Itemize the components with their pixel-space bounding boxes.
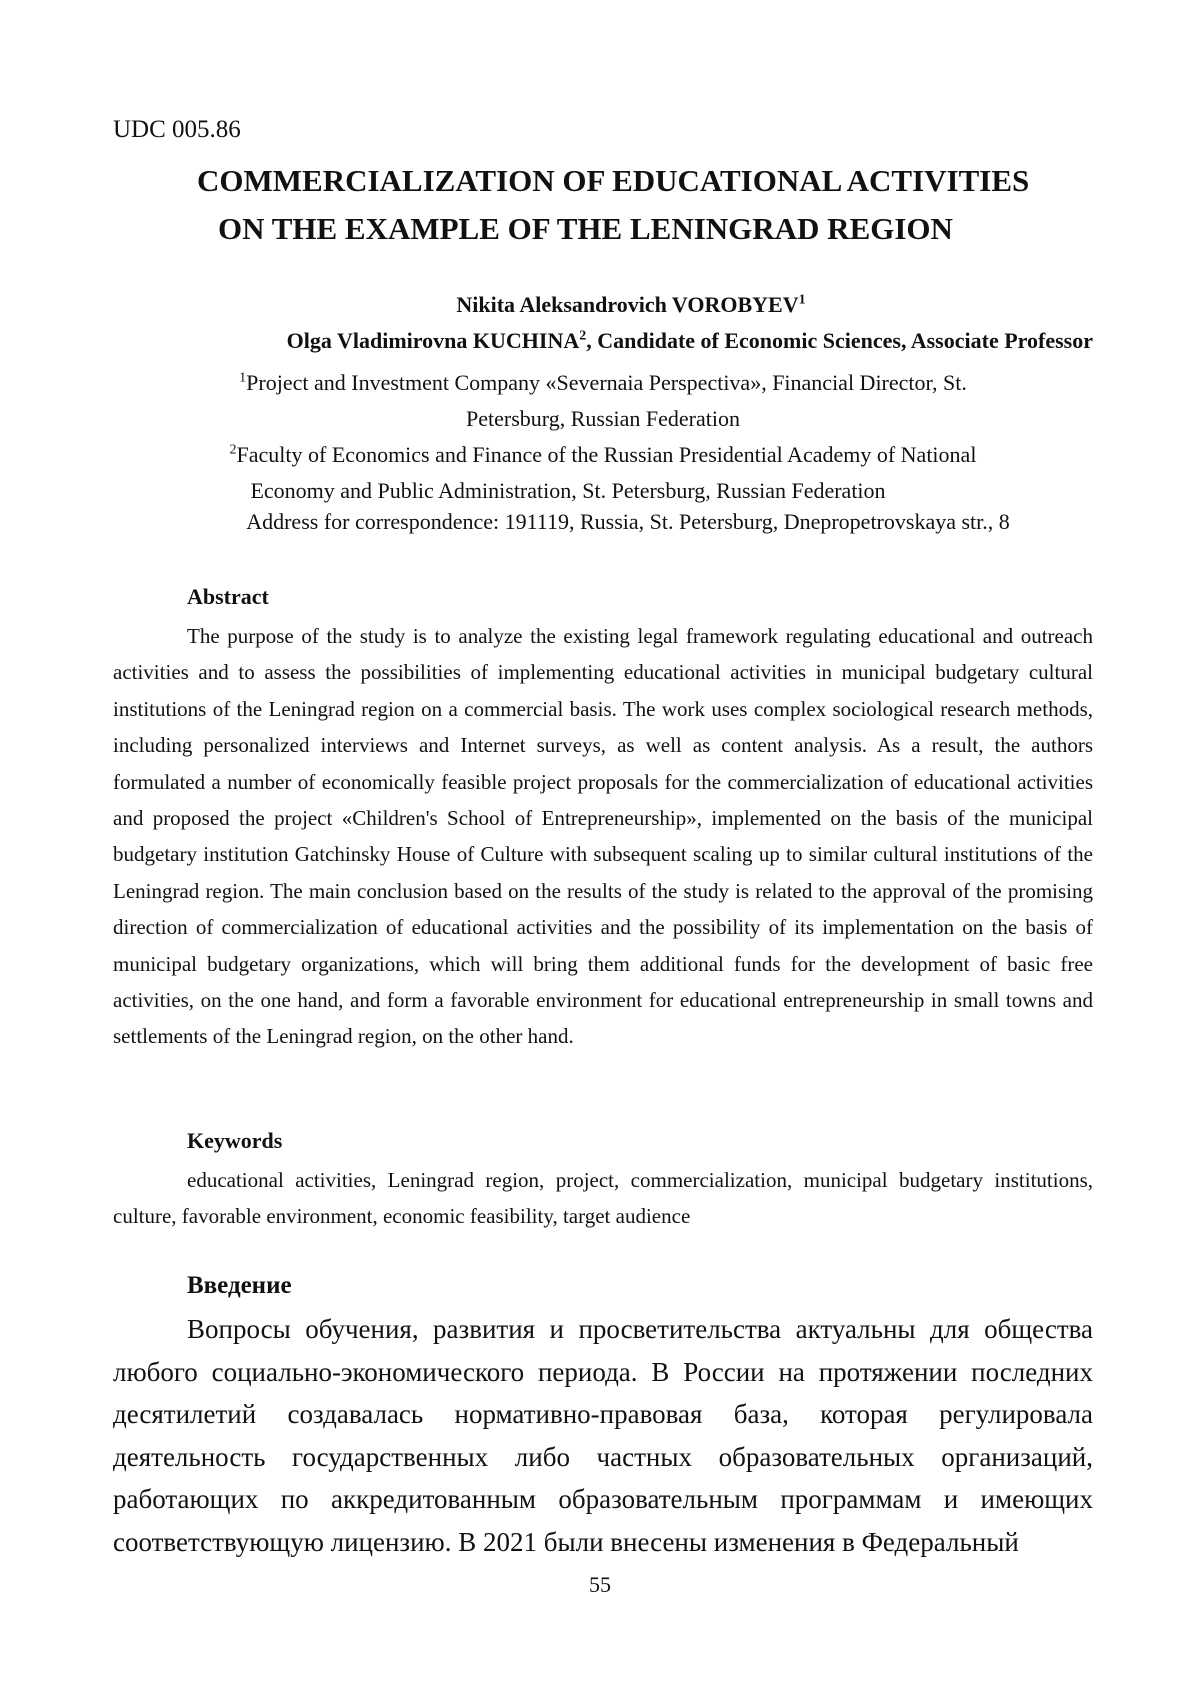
author-2-degree: , Candidate of Economic Sciences, Associate Professor bbox=[586, 328, 1093, 353]
title-line-2: ON THE EXAMPLE OF THE LENINGRAD REGION bbox=[218, 211, 953, 246]
udc-code: UDC 005.86 bbox=[113, 116, 241, 143]
author-1-name: Nikita Aleksandrovich VOROBYEV bbox=[456, 292, 799, 317]
author-1-sup: 1 bbox=[798, 292, 806, 308]
title-line-1: COMMERCIALIZATION OF EDUCATIONAL ACTIVITIES bbox=[197, 163, 1030, 198]
affiliation-2-sup: 2 bbox=[229, 442, 237, 458]
affiliation-2 bbox=[113, 437, 1093, 509]
affiliation-1 bbox=[113, 365, 1093, 437]
keywords-heading: Keywords bbox=[187, 1128, 283, 1153]
introduction-text: Вопросы обучения, развития и просветительства актуальны для общества любого социально-экономического периода. В России на протяжении последних десятилетий создавалась нормативно-правовая база, которая регулировала деятельность государственных либо частных образовательных организаций, работающих по аккредитованным образовательным программам и имеющих соответствующую лицензию. В 2021 были внесены изменения в Федеральный bbox=[113, 1314, 1093, 1557]
affiliation-1-line-2: Petersburg, Russian Federation bbox=[466, 406, 740, 431]
abstract-text: The purpose of the study is to analyze the existing legal framework regulating educational and outreach activities and to assess the possibilities of implementing educational activities in municipal budgetary cultural institutions of the Leningrad region on a commercial basis. The work uses complex sociological research methods, including personalized interviews and Internet surveys, as well as content analysis. As a result, the authors formulated a number of economically feasible project proposals for the commercialization of educational activities and proposed the project «Children's School of Entrepreneurship», implemented on the basis of the municipal budgetary institution Gatchinsky House of Culture with subsequent scaling up to similar cultural institutions of the Leningrad region. The main conclusion based on the results of the study is related to the approval of the promising direction of commercialization of educational activities and the possibility of its implementation on the basis of municipal budgetary organizations, which will bring them additional funds for the development of basic free activities, on the one hand, and form a favorable environment for educational entrepreneurship in small towns and settlements of the Leningrad region, on the other hand. bbox=[113, 624, 1093, 1049]
affiliation-1-line-1: Project and Investment Company «Severnaia Perspectiva», Financial Director, St. bbox=[246, 370, 967, 395]
author-2-sup: 2 bbox=[579, 328, 587, 344]
affiliation-2-line-2: Economy and Public Administration, St. Petersburg, Russian Federation bbox=[250, 478, 886, 503]
author-2 bbox=[113, 328, 1093, 354]
keywords-text: educational activities, Leningrad region, project, commercialization, municipal budgetary institutions, culture, favorable environment, economic feasibility, target audience bbox=[113, 1168, 1093, 1228]
paper-title bbox=[113, 157, 1093, 253]
affiliation-2-line-1: Faculty of Economics and Finance of the Russian Presidential Academy of National bbox=[236, 442, 977, 467]
correspondence-address: Address for correspondence: 191119, Russia, St. Petersburg, Dnepropetrovskaya str., 8 bbox=[246, 509, 1010, 534]
author-1 bbox=[0, 292, 1200, 318]
page-number: 55 bbox=[589, 1572, 611, 1597]
affiliation-1-sup: 1 bbox=[239, 370, 247, 386]
abstract-heading: Abstract bbox=[187, 584, 269, 609]
author-2-name: Olga Vladimirovna KUCHINA bbox=[286, 328, 580, 353]
introduction-heading: Введение bbox=[187, 1272, 292, 1299]
